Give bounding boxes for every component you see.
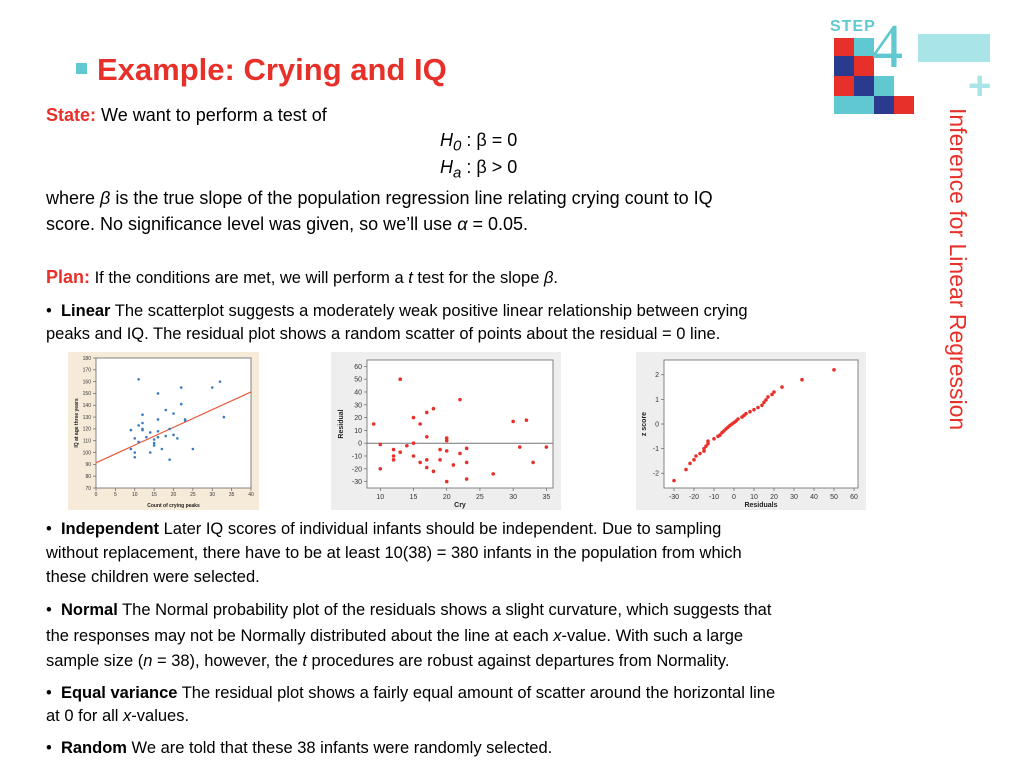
data-point xyxy=(545,445,549,449)
data-point xyxy=(800,378,804,382)
equal-variance-label: Equal variance xyxy=(60,684,178,702)
state-line xyxy=(46,103,327,127)
data-point xyxy=(372,422,376,426)
data-point xyxy=(137,424,140,427)
data-point xyxy=(766,395,770,399)
data-point xyxy=(157,418,160,421)
normal-line-1: • Normal The Normal probability plot of the residuals shows a slight curvature, which suggests that xyxy=(46,601,772,619)
y-tick-label: 70 xyxy=(85,485,91,492)
data-point xyxy=(465,477,469,481)
data-point xyxy=(445,449,449,453)
data-point xyxy=(153,444,156,447)
x-tick-label: 20 xyxy=(170,492,177,498)
y-tick-label: 150 xyxy=(82,391,91,398)
data-point xyxy=(192,448,195,451)
data-point xyxy=(133,451,136,454)
plot-area xyxy=(367,360,553,488)
plot-area xyxy=(96,358,251,488)
x-tick-label: 40 xyxy=(810,494,818,501)
data-point xyxy=(130,429,133,432)
x-axis-label: Cry xyxy=(454,502,466,509)
data-point xyxy=(145,436,148,439)
y-tick-label: 20 xyxy=(354,415,362,423)
y-tick-label: 40 xyxy=(354,389,362,397)
data-point xyxy=(378,467,382,471)
x-tick-label: 20 xyxy=(770,494,778,501)
data-point xyxy=(149,451,152,454)
data-point xyxy=(184,419,187,422)
y-tick-label: 2 xyxy=(655,372,659,380)
data-point xyxy=(425,466,429,470)
plan-label: Plan: xyxy=(46,267,91,287)
data-point xyxy=(172,434,175,437)
data-point xyxy=(752,408,756,412)
y-tick-label: 80 xyxy=(85,473,91,480)
x-axis-label: Residuals xyxy=(744,502,778,509)
independent-line-1: • Independent Later IQ scores of individual infants should be independent. Due to sampling xyxy=(46,520,722,538)
y-tick-label: -30 xyxy=(351,479,362,487)
data-point xyxy=(141,422,144,425)
y-tick-label: 90 xyxy=(85,462,91,469)
y-axis-label: z score xyxy=(641,411,648,437)
x-tick-label: 20 xyxy=(442,494,451,501)
x-tick-label: 10 xyxy=(131,492,138,498)
data-point xyxy=(688,462,692,466)
x-tick-label: 50 xyxy=(830,494,838,501)
equal-variance-line-1: • Equal variance The residual plot shows a fairly equal amount of scatter around the horizontal line xyxy=(46,684,776,702)
y-tick-label: 160 xyxy=(82,379,91,386)
data-point xyxy=(157,430,160,433)
data-point xyxy=(736,417,740,421)
data-point xyxy=(458,398,462,402)
data-point xyxy=(760,403,764,407)
y-tick-label: 0 xyxy=(358,440,362,448)
data-point xyxy=(130,448,133,451)
linear-label: Linear xyxy=(60,302,111,320)
random-label: Random xyxy=(60,739,127,757)
state-detail-2: score. No significance level was given, so we’ll use α = 0.05. xyxy=(46,214,529,234)
data-point xyxy=(438,458,442,462)
linear-line-2: peaks and IQ. The residual plot shows a random scatter of points about the residual = 0 line. xyxy=(46,325,721,343)
data-point xyxy=(378,443,382,447)
x-tick-label: -10 xyxy=(708,494,720,501)
x-tick-label: 30 xyxy=(209,492,216,498)
y-tick-label: 30 xyxy=(354,402,362,410)
data-point xyxy=(141,413,144,416)
data-point xyxy=(133,437,136,440)
data-point xyxy=(764,398,768,402)
data-point xyxy=(756,406,760,410)
y-tick-label: 170 xyxy=(82,367,91,374)
data-point xyxy=(452,463,456,467)
data-point xyxy=(706,439,710,443)
x-tick-label: 0 xyxy=(94,492,98,498)
normal-line-3: sample size (n = 38), however, the t procedures are robust against departures from Normality. xyxy=(46,652,730,670)
data-point xyxy=(692,458,696,462)
normal-label: Normal xyxy=(60,601,118,619)
y-tick-label: 140 xyxy=(82,403,91,410)
data-point xyxy=(153,442,156,445)
logo-number: 4 xyxy=(872,13,903,81)
normal-line-2: the responses may not be Normally distributed about the line at each x-value. With such a large xyxy=(46,627,744,645)
data-point xyxy=(161,448,164,451)
data-point xyxy=(164,409,167,412)
linear-line-1: • Linear The scatterplot suggests a moderately weak positive linear relationship between crying xyxy=(46,302,748,320)
data-point xyxy=(445,480,449,484)
data-point xyxy=(137,441,140,444)
data-point xyxy=(398,450,402,454)
equal-variance-line-2: at 0 for all x-values. xyxy=(46,707,190,725)
data-point xyxy=(525,418,529,422)
data-point xyxy=(392,458,396,462)
data-point xyxy=(744,412,748,416)
data-point xyxy=(412,416,416,420)
step4-logo xyxy=(830,14,1010,114)
data-point xyxy=(418,422,422,426)
independent-line-3: these children were selected. xyxy=(46,568,260,586)
normal-probability-plot xyxy=(636,352,866,510)
data-point xyxy=(157,436,160,439)
data-point xyxy=(164,435,167,438)
data-point xyxy=(531,461,535,465)
x-tick-label: 35 xyxy=(542,494,551,501)
random-line: • Random We are told that these 38 infants were randomly selected. xyxy=(46,739,553,757)
data-point xyxy=(157,392,160,395)
x-tick-label: 15 xyxy=(409,494,418,501)
data-point xyxy=(425,411,429,415)
data-point xyxy=(176,437,179,440)
data-point xyxy=(392,454,396,458)
title-bullet-square xyxy=(76,63,87,74)
data-point xyxy=(412,454,416,458)
plan-line: Plan: If the conditions are met, we will perform a t test for the slope β. xyxy=(46,267,559,287)
data-point xyxy=(511,420,515,424)
data-point xyxy=(223,416,226,419)
x-tick-label: 35 xyxy=(228,492,235,498)
data-point xyxy=(425,435,429,439)
y-tick-label: 100 xyxy=(82,450,91,457)
data-point xyxy=(398,377,402,381)
data-point xyxy=(672,479,676,483)
independent-line-2: without replacement, there have to be at least 10(38) = 380 infants in the population from which xyxy=(46,544,742,562)
data-point xyxy=(172,412,175,415)
data-point xyxy=(748,410,752,414)
x-tick-label: -30 xyxy=(668,494,680,501)
data-point xyxy=(465,447,469,451)
data-point xyxy=(153,438,156,441)
data-point xyxy=(149,431,152,434)
data-point xyxy=(458,452,462,456)
data-point xyxy=(445,439,449,443)
slide-title: Example: Crying and IQ xyxy=(76,52,447,88)
data-point xyxy=(772,390,776,394)
data-point xyxy=(698,452,702,456)
x-tick-label: 30 xyxy=(509,494,518,501)
y-tick-label: 180 xyxy=(82,355,91,362)
y-tick-label: 1 xyxy=(655,396,659,404)
x-tick-label: 15 xyxy=(151,492,157,498)
y-tick-label: 120 xyxy=(82,426,91,433)
plot-area xyxy=(664,360,858,488)
y-tick-label: -2 xyxy=(652,470,659,478)
data-point xyxy=(211,386,214,389)
data-point xyxy=(518,445,522,449)
y-tick-label: 110 xyxy=(83,438,91,445)
independent-label: Independent xyxy=(60,520,160,538)
side-title-text: Inference for Linear Regression xyxy=(945,108,971,431)
logo-plus: + xyxy=(968,64,992,108)
data-point xyxy=(832,368,836,372)
data-point xyxy=(418,461,422,465)
side-title xyxy=(940,108,980,508)
x-tick-label: 60 xyxy=(850,494,858,501)
y-axis-label: Residual xyxy=(338,409,345,439)
state-text: We want to perform a test of xyxy=(101,105,327,125)
state-detail-1: where β is the true slope of the population regression line relating crying count to IQ xyxy=(46,188,713,208)
y-tick-label: 10 xyxy=(354,427,362,435)
x-axis-label: Count of crying peaks xyxy=(147,503,200,509)
data-point xyxy=(180,386,183,389)
y-tick-label: -1 xyxy=(652,446,659,454)
data-point xyxy=(694,454,698,458)
iq-scatterplot xyxy=(68,352,259,510)
data-point xyxy=(133,456,136,459)
x-tick-label: 25 xyxy=(476,494,484,501)
data-point xyxy=(405,444,409,448)
logo-step-text: STEP xyxy=(830,18,876,35)
x-tick-label: 40 xyxy=(248,492,254,498)
x-tick-label: -20 xyxy=(688,494,700,501)
data-point xyxy=(137,378,140,381)
data-point xyxy=(219,380,222,383)
data-point xyxy=(432,407,436,411)
data-point xyxy=(141,429,144,432)
alt-hypothesis: $H_a$ : β > 0 xyxy=(440,157,518,182)
data-point xyxy=(438,448,442,452)
data-point xyxy=(425,458,429,462)
x-tick-label: 30 xyxy=(790,494,798,501)
y-tick-label: 130 xyxy=(82,414,91,421)
null-hypothesis: $H_0$ : β = 0 xyxy=(440,130,518,155)
x-tick-label: 0 xyxy=(732,494,736,501)
y-tick-label: 0 xyxy=(655,421,659,429)
x-tick-label: 25 xyxy=(190,492,196,498)
data-point xyxy=(491,472,495,476)
data-point xyxy=(412,441,416,445)
data-point xyxy=(780,385,784,389)
data-point xyxy=(168,458,171,461)
data-point xyxy=(168,428,171,431)
data-point xyxy=(180,403,183,406)
logo-teal-bar xyxy=(918,34,990,62)
y-axis-label: IQ at age three years xyxy=(74,398,80,448)
y-tick-label: -20 xyxy=(351,466,362,474)
x-tick-label: 10 xyxy=(750,494,758,501)
state-label: State: xyxy=(46,105,97,125)
x-tick-label: 10 xyxy=(376,494,385,501)
x-tick-label: 5 xyxy=(113,492,117,498)
y-tick-label: 50 xyxy=(354,376,362,384)
data-point xyxy=(392,448,396,452)
data-point xyxy=(465,461,469,465)
data-point xyxy=(712,437,716,441)
data-point xyxy=(684,468,688,472)
y-tick-label: -10 xyxy=(351,453,362,461)
residual-plot xyxy=(331,352,561,510)
y-tick-label: 60 xyxy=(354,363,362,371)
data-point xyxy=(432,470,436,474)
